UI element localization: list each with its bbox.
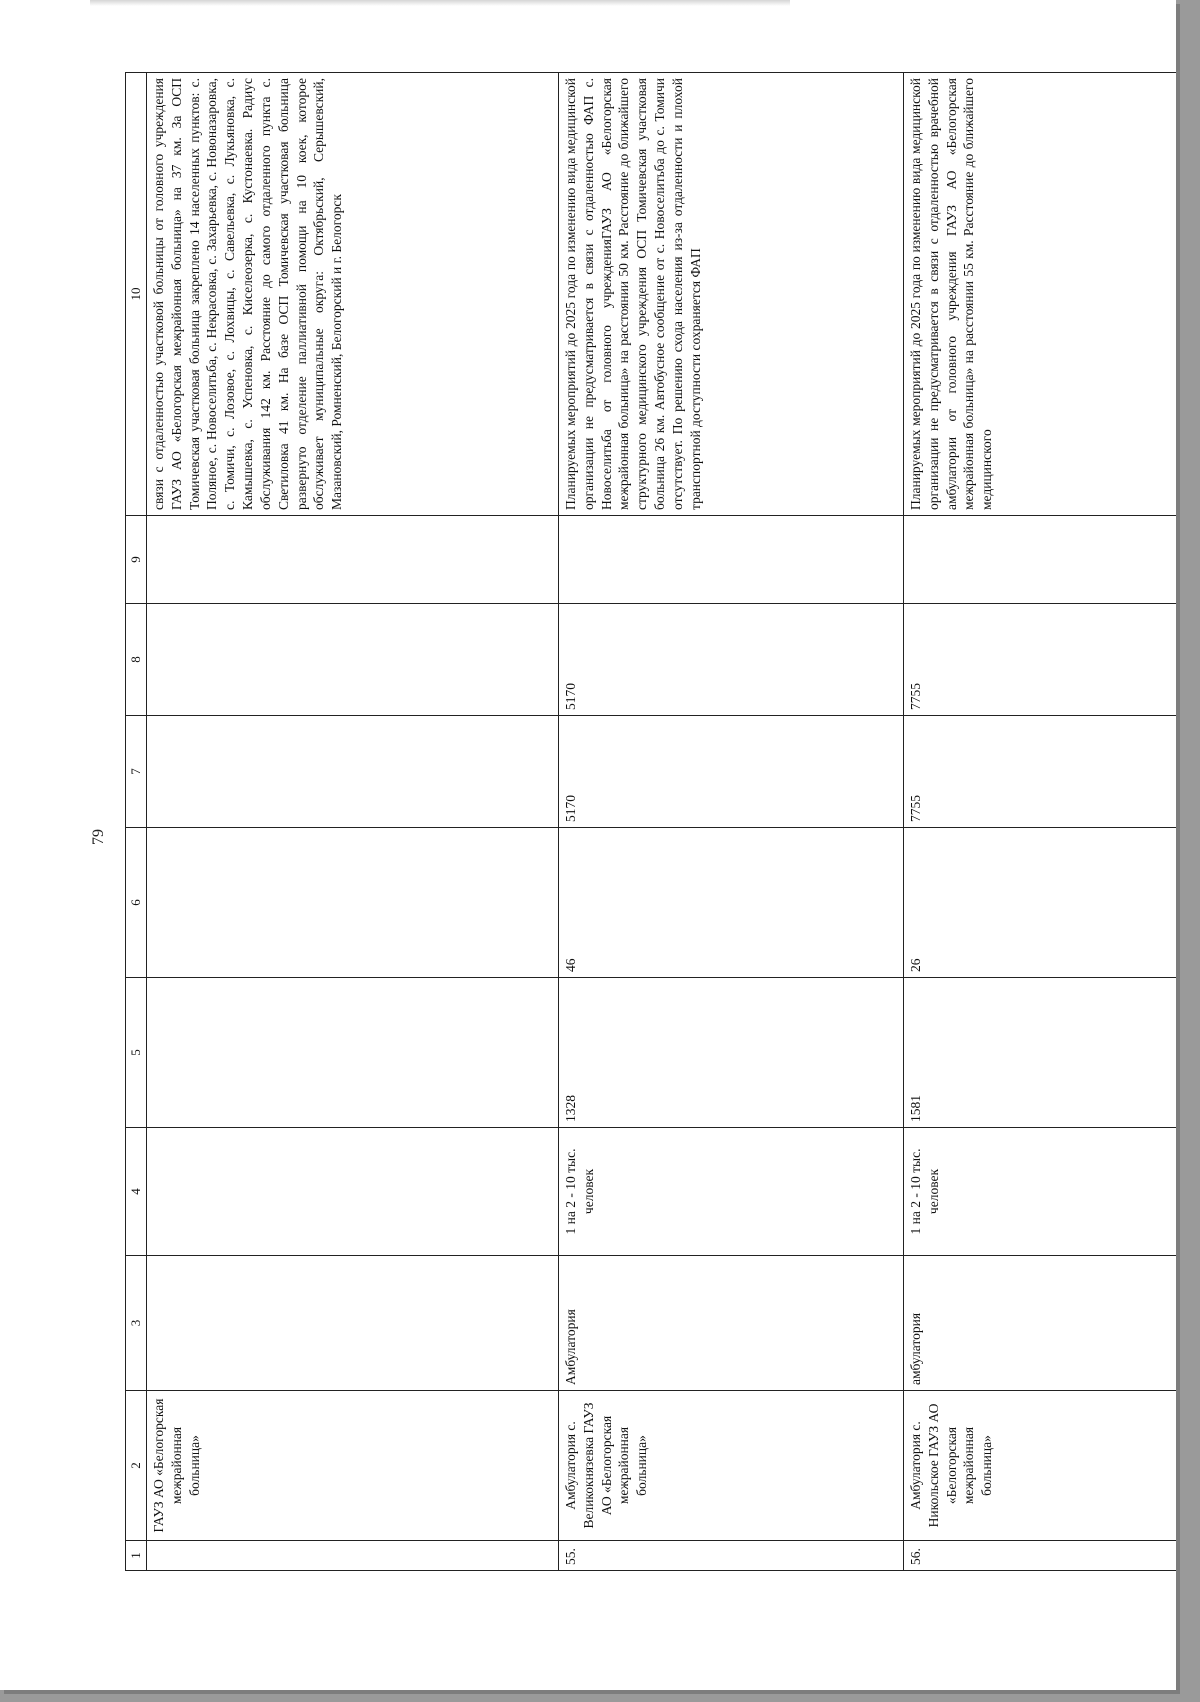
cell-col-8: 5170 — [559, 604, 904, 716]
column-header-6: 6 — [126, 828, 147, 978]
row-number — [147, 1541, 559, 1571]
population-norm — [147, 1128, 559, 1256]
table-row — [559, 73, 904, 1571]
column-header-1: 1 — [126, 1541, 147, 1571]
scan-edge-shadow — [90, 0, 790, 6]
cell-col-6 — [147, 828, 559, 978]
cell-col-7: 7755 — [904, 716, 1177, 828]
cell-col-6: 46 — [559, 828, 904, 978]
cell-col-5 — [147, 978, 559, 1128]
cell-col-5: 1328 — [559, 978, 904, 1128]
facility-type: амбулатория — [904, 1256, 1177, 1391]
organization-name: ГАУЗ АО «Белогорская межрайонная больница» — [147, 1391, 559, 1541]
row-number: 56. — [904, 1541, 1177, 1571]
cell-col-8: 7755 — [904, 604, 1177, 716]
table-row — [147, 73, 559, 1571]
column-header-3: 3 — [126, 1256, 147, 1391]
column-header-8: 8 — [126, 604, 147, 716]
column-header-5: 5 — [126, 978, 147, 1128]
header-row — [126, 73, 147, 1571]
cell-col-7 — [147, 716, 559, 828]
facility-type: Амбулатория — [559, 1256, 904, 1391]
comment-text: Планируемых мероприятий до 2025 года по изменению вида медицинской организации не предусматривается в связи с отдаленностью врачебной амбулатории от головного учреждения ГАУЗ АО «Белогорская межрайонная больница» на расстоянии 55 км. Расстояние до ближайшего медицинского — [904, 73, 1177, 516]
organization-name: Амбулатория с. Никольское ГАУЗ АО «Белогорская межрайонная больница» — [904, 1391, 1177, 1541]
cell-col-8 — [147, 604, 559, 716]
column-header-10: 10 — [126, 73, 147, 516]
population-norm: 1 на 2 - 10 тыс. человек — [904, 1128, 1177, 1256]
cell-col-5: 1581 — [904, 978, 1177, 1128]
cell-col-6: 26 — [904, 828, 1177, 978]
comment-text: связи с отдаленностью участковой больницы от головного учреждения ГАУЗ АО «Белогорская межрайонная больница» на 37 км. За ОСП Томичевская участковая больница закреплено 14 населенных пунктов: с. Поляное, с. Новоселитьба, с. Некрасовка, с. Захарьевка, с. Новоназаровка, с. Томичи, с. Лозовое, с. Лохвицы, с. Савельевка, с. Лукьяновка, с. Камышевка, с. Успеновка, с. Киселеозерка, с. Кустонаевка. Радиус обслуживания 142 км. Расстояние до самого отдаленного пункта с. Светиловка 41 км. На базе ОСП Томичевская участковая больница развернуто отделение паллиативной помощи на 10 коек, которое обслуживает муниципальные округа: Октябрьский, Серышевский, Мазановский, Ромненский, Белогорский и г. Белогорск — [147, 73, 559, 516]
data-table — [125, 72, 1176, 1571]
column-header-2: 2 — [126, 1391, 147, 1541]
comment-text: Планируемых мероприятий до 2025 года по изменению вида медицинской организации не предусматривается в связи с отдаленностью ФАП с. Новоселитьба от головного учрежденияГАУЗ АО «Белогорская межрайонная больница» на расстоянии 50 км. Расстояние до ближайшего структурного медицинского учреждения ОСП Томичевская участковая больница 26 км. Автобусное сообщение от с. Новоселитьба до с. Томичи отсутствует. По решению схода населения из-за отдаленности и плохой транспортной доступности сохраняется ФАП — [559, 73, 904, 516]
cell-col-7: 5170 — [559, 716, 904, 828]
facility-type — [147, 1256, 559, 1391]
table-container — [125, 73, 1176, 1571]
row-number: 55. — [559, 1541, 904, 1571]
table-row — [904, 73, 1177, 1571]
organization-name: Амбулатория с. Великокнязевка ГАУЗ АО «Белогорская межрайонная больница» — [559, 1391, 904, 1541]
population-norm: 1 на 2 - 10 тыс. человек — [559, 1128, 904, 1256]
column-header-9: 9 — [126, 516, 147, 604]
column-header-7: 7 — [126, 716, 147, 828]
cell-col-9 — [904, 516, 1177, 604]
page-number: 79 — [90, 829, 107, 845]
cell-col-9 — [147, 516, 559, 604]
cell-col-9 — [559, 516, 904, 604]
column-header-4: 4 — [126, 1128, 147, 1256]
